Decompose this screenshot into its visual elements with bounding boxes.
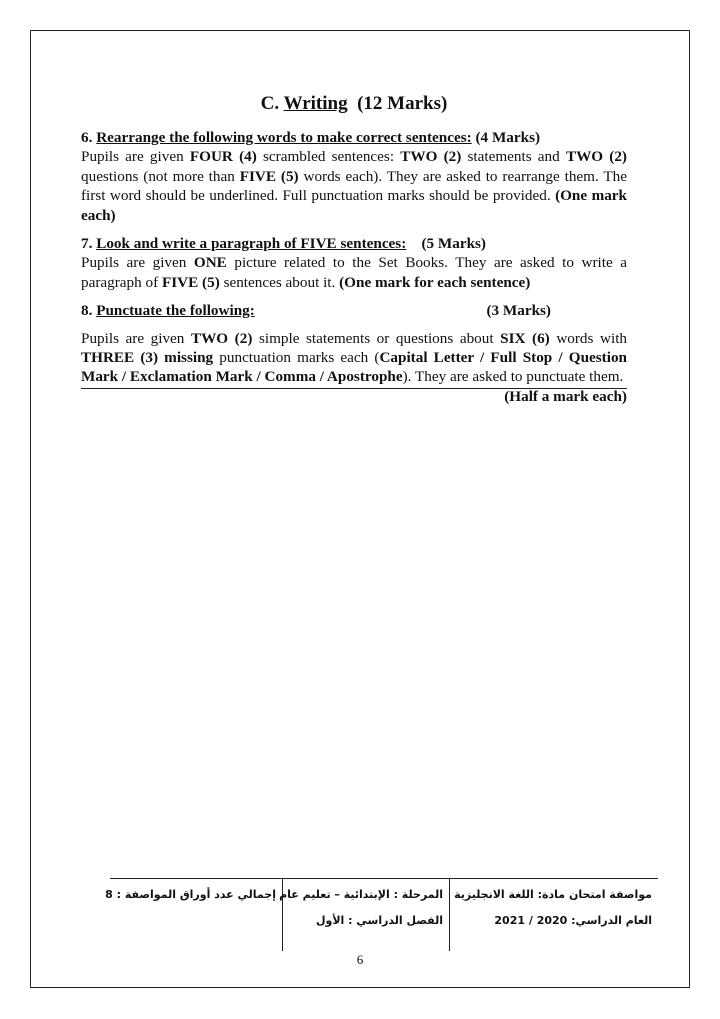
footer-col-total bbox=[105, 879, 282, 951]
footer-academic-year: العام الدراسي: 2020 / 2021 bbox=[494, 914, 652, 927]
question-8-heading bbox=[81, 301, 551, 320]
section-name: Writing bbox=[283, 93, 348, 114]
question-7-number: 7. bbox=[81, 235, 93, 253]
section-letter: C. bbox=[260, 93, 280, 114]
footer-term: الفصل الدراسي : الأول bbox=[315, 914, 443, 927]
question-8-title: Punctuate the following: bbox=[96, 302, 255, 320]
question-8-number: 8. bbox=[81, 302, 93, 320]
footer-stage: المرحلة : الإبتدائية – تعليم عام bbox=[279, 888, 443, 901]
section-marks: (12 Marks) bbox=[357, 93, 448, 114]
footer-col-subject bbox=[450, 879, 658, 951]
question-7-marks: (5 Marks) bbox=[421, 235, 486, 253]
question-7-title: Look and write a paragraph of FIVE sentences: bbox=[96, 235, 407, 253]
question-7-heading bbox=[81, 234, 627, 253]
section-title bbox=[81, 92, 627, 116]
question-6-marks: (4 Marks) bbox=[475, 129, 541, 146]
question-6-number: 6. bbox=[81, 129, 93, 146]
footer-table bbox=[105, 878, 658, 951]
footer-col-stage bbox=[279, 879, 450, 951]
footer-subject: مواصفة امتحان مادة: اللغة الانجليزية bbox=[454, 888, 652, 901]
question-7-body: Pupils are given ONE picture related to the Set Books. They are asked to write a paragraph of FIVE (5) sentences about it. (One mark for each sentence) bbox=[81, 254, 627, 291]
question-8-marks: (3 Marks) bbox=[486, 302, 551, 320]
footer-total-pages: إجمالي عدد أوراق المواصفة : 8 bbox=[105, 888, 276, 901]
question-6-title: Rearrange the following words to make correct sentences: bbox=[96, 129, 472, 146]
question-6-heading bbox=[81, 128, 627, 147]
question-8-marks-note: (Half a mark each) bbox=[504, 387, 627, 405]
question-6-body: Pupils are given FOUR (4) scrambled sentences: TWO (2) statements and TWO (2) questions (not more than FIVE (5) words each). They are asked to rearrange them. The first word should be underlined. Full punctuation marks should be provided. (One mark each) bbox=[81, 148, 627, 224]
document-content bbox=[81, 92, 627, 406]
page-number: 6 bbox=[356, 952, 364, 967]
question-8-body: Pupils are given TWO (2) simple statements or questions about SIX (6) words with THREE (3) missing punctuation marks each (Capital Letter / Full Stop / Question Mark / Exclamation Mark / Comma / Apostrophe). They are asked to punctuate them. (Half a mark each) bbox=[81, 329, 628, 405]
